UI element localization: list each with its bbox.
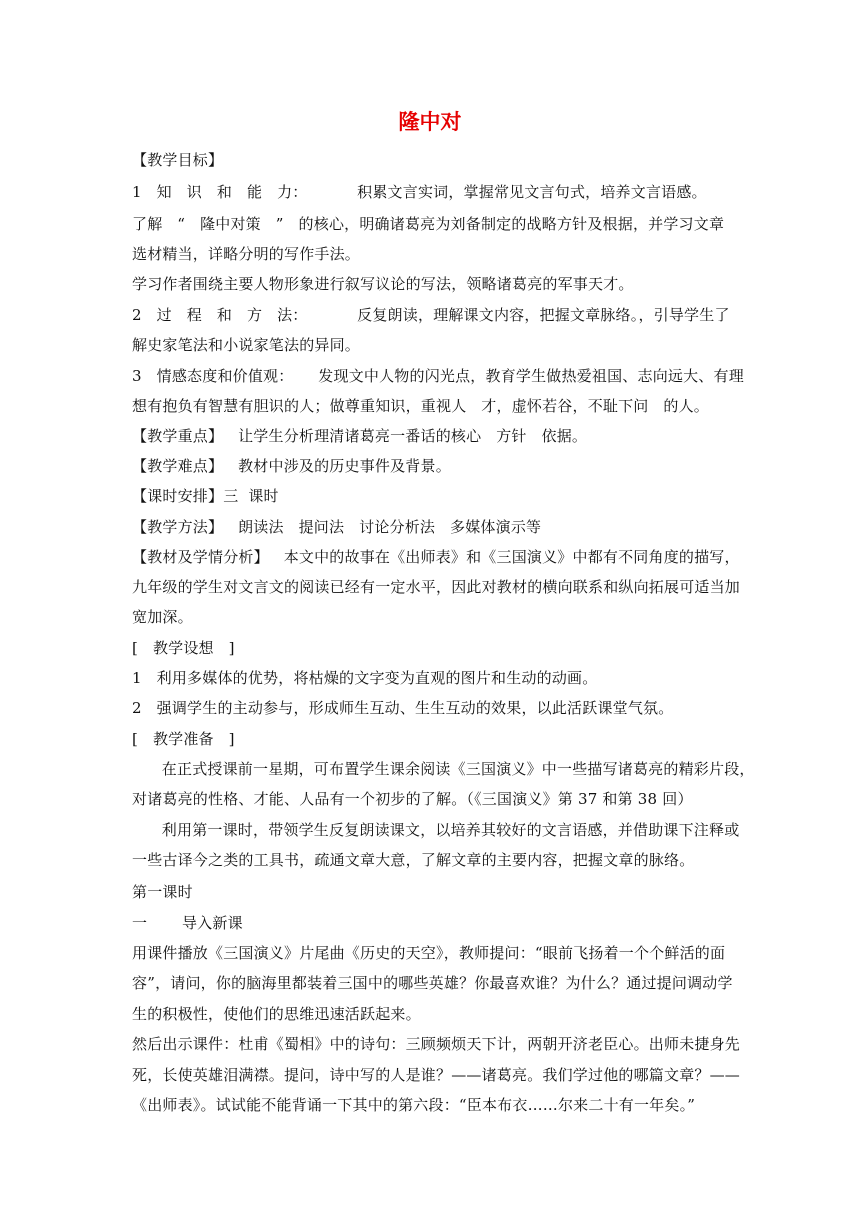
text-line: 3 情感态度和价值观： 发现文中人物的闪光点，教育学生做热爱祖国、志向远大、有理: [132, 367, 744, 385]
text-line: 2 强调学生的主动参与，形成师生互动、生生互动的效果，以此活跃课堂气氛。: [132, 699, 674, 717]
text-line: 【教学重点】 让学生分析理清诸葛亮一番话的核心 方针 依据。: [132, 427, 588, 445]
text-line: 《出师表》。试试能不能背诵一下其中的第六段：“臣本布衣……尔来二十有一年矣。”: [132, 1096, 696, 1114]
text-line: 【教学难点】 教材中涉及的历史事件及背景。: [132, 457, 451, 475]
text-line: 【教学方法】 朗读法 提问法 讨论分析法 多媒体演示等: [132, 518, 542, 536]
text-line: 一 导入新课: [132, 914, 243, 932]
text-line: 学习作者围绕主要人物形象进行叙写议论的写法，领略诸葛亮的军事天才。: [132, 275, 634, 293]
text-line: 【教材及学情分析】 本文中的故事在《出师表》和《三国演义》中都有不同角度的描写，: [132, 548, 740, 566]
text-line: 1 知 识 和 能 力： 积累文言实词，掌握常见文言句式，培养文言语感。: [132, 183, 707, 201]
text-line: 2 过 程 和 方 法： 反复朗读，理解课文内容，把握文章脉络。，引导学生了: [132, 306, 730, 324]
text-line: 对诸葛亮的性格、才能、人品有一个初步的了解。（《三国演义》第 37 和第 38 回）: [132, 790, 693, 808]
text-line: [ 教学设想 ]: [132, 639, 235, 657]
text-line: 用课件播放《三国演义》片尾曲《历史的天空》，教师提问：“眼前飞扬着一个个鲜活的面: [132, 944, 726, 962]
text-line: 【课时安排】三 课时: [132, 487, 279, 505]
text-line: 容”，请问，你的脑海里都装着三国中的哪些英雄？你最喜欢谁？为什么？通过提问调动学: [132, 974, 733, 992]
text-line: 在正式授课前一星期，可布置学生课余阅读《三国演义》中一些描写诸葛亮的精彩片段，: [132, 760, 755, 778]
text-line: 然后出示课件：杜甫《蜀相》中的诗句：三顾频烦天下计，两朝开济老臣心。出师未捷身先: [132, 1035, 741, 1053]
text-line: 宽加深。: [132, 608, 193, 626]
text-line: 【教学目标】: [132, 151, 224, 169]
text-line: 想有抱负有智慧有胆识的人；做尊重知识，重视人 才，虚怀若谷，不耻下问 的人。: [132, 397, 710, 415]
text-line: 利用第一课时，带领学生反复朗读课文，以培养其较好的文言语感，并借助课下注释或: [132, 821, 740, 839]
text-line: 生的积极性，使他们的思维迅速活跃起来。: [132, 1005, 421, 1023]
text-line: 解史家笔法和小说家笔法的异同。: [132, 336, 361, 354]
page-title: 隆中对: [398, 110, 462, 134]
text-line: 了解 “ 隆中对策 ” 的核心，明确诸葛亮为刘备制定的战略方针及根据，并学习文章: [132, 215, 725, 233]
text-line: 死，长使英雄泪满襟。提问，诗中写的人是谁？——诸葛亮。我们学过他的哪篇文章？——: [132, 1066, 741, 1084]
text-line: [ 教学准备 ]: [132, 730, 235, 748]
text-line: 九年级的学生对文言文的阅读已经有一定水平，因此对教材的横向联系和纵向拓展可适当加: [132, 578, 741, 596]
text-line: 一些古译今之类的工具书，疏通文章大意，了解文章的主要内容，把握文章的脉络。: [132, 851, 695, 869]
text-line: 1 利用多媒体的优势，将枯燥的文字变为直观的图片和生动的动画。: [132, 669, 598, 687]
text-line: 选材精当，详略分明的写作手法。: [132, 245, 361, 263]
text-line: 第一课时: [132, 883, 193, 901]
